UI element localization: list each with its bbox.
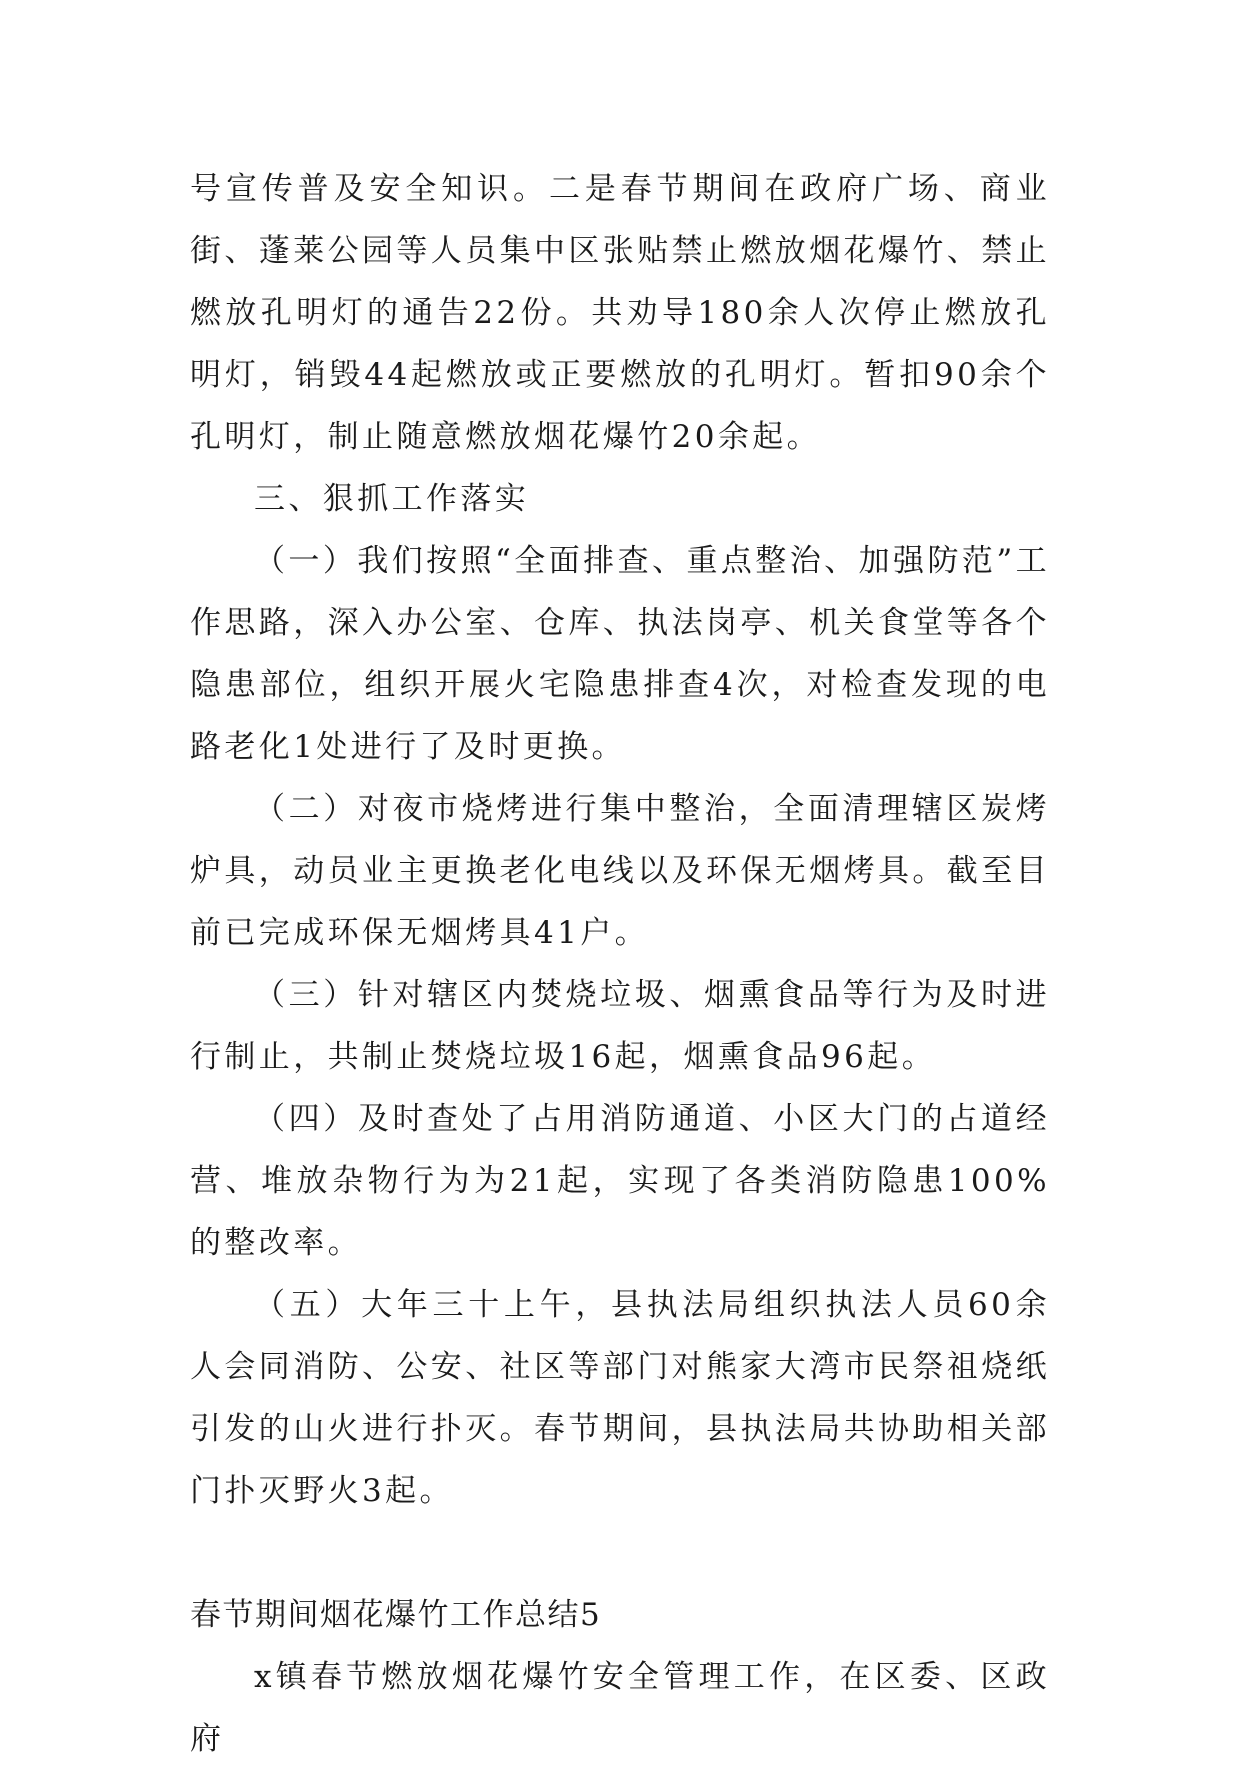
closing-paragraph: x镇春节燃放烟花爆竹安全管理工作，在区委、区政府 <box>190 1659 1050 1757</box>
document-body <box>190 158 1050 1770</box>
paragraph-continued: 号宣传普及安全知识。二是春节期间在政府广场、商业街、蓬莱公园等人员集中区张贴禁止燃放烟花爆竹、禁止燃放孔明灯的通告22份。共劝导180余人次停止燃放孔明灯，销毁44起燃放或正要燃放的孔明灯。暂扣90余个孔明灯，制止随意燃放烟花爆竹20余起。 <box>190 171 1050 455</box>
paragraph-item-3: （三）针对辖区内焚烧垃圾、烟熏食品等行为及时进行制止，共制止焚烧垃圾16起，烟熏食品96起。 <box>190 977 1050 1075</box>
paragraph-item-5: （五）大年三十上午，县执法局组织执法人员60余人会同消防、公安、社区等部门对熊家大湾市民祭祖烧纸引发的山火进行扑灭。春节期间，县执法局共协助相关部门扑灭野火3起。 <box>190 1287 1050 1509</box>
blank-line <box>190 1522 1050 1584</box>
section-title: 春节期间烟花爆竹工作总结5 <box>190 1597 602 1633</box>
paragraph-item-1: （一）我们按照“全面排查、重点整治、加强防范”工作思路，深入办公室、仓库、执法岗亭、机关食堂等各个隐患部位，组织开展火宅隐患排查4次，对检查发现的电路老化1处进行了及时更换。 <box>190 543 1050 765</box>
paragraph-item-2: （二）对夜市烧烤进行集中整治，全面清理辖区炭烤炉具，动员业主更换老化电线以及环保无烟烤具。截至目前已完成环保无烟烤具41户。 <box>190 791 1050 951</box>
section-heading: 三、狠抓工作落实 <box>254 481 530 517</box>
paragraph-item-4: （四）及时查处了占用消防通道、小区大门的占道经营、堆放杂物行为为21起，实现了各类消防隐患100%的整改率。 <box>190 1101 1050 1261</box>
